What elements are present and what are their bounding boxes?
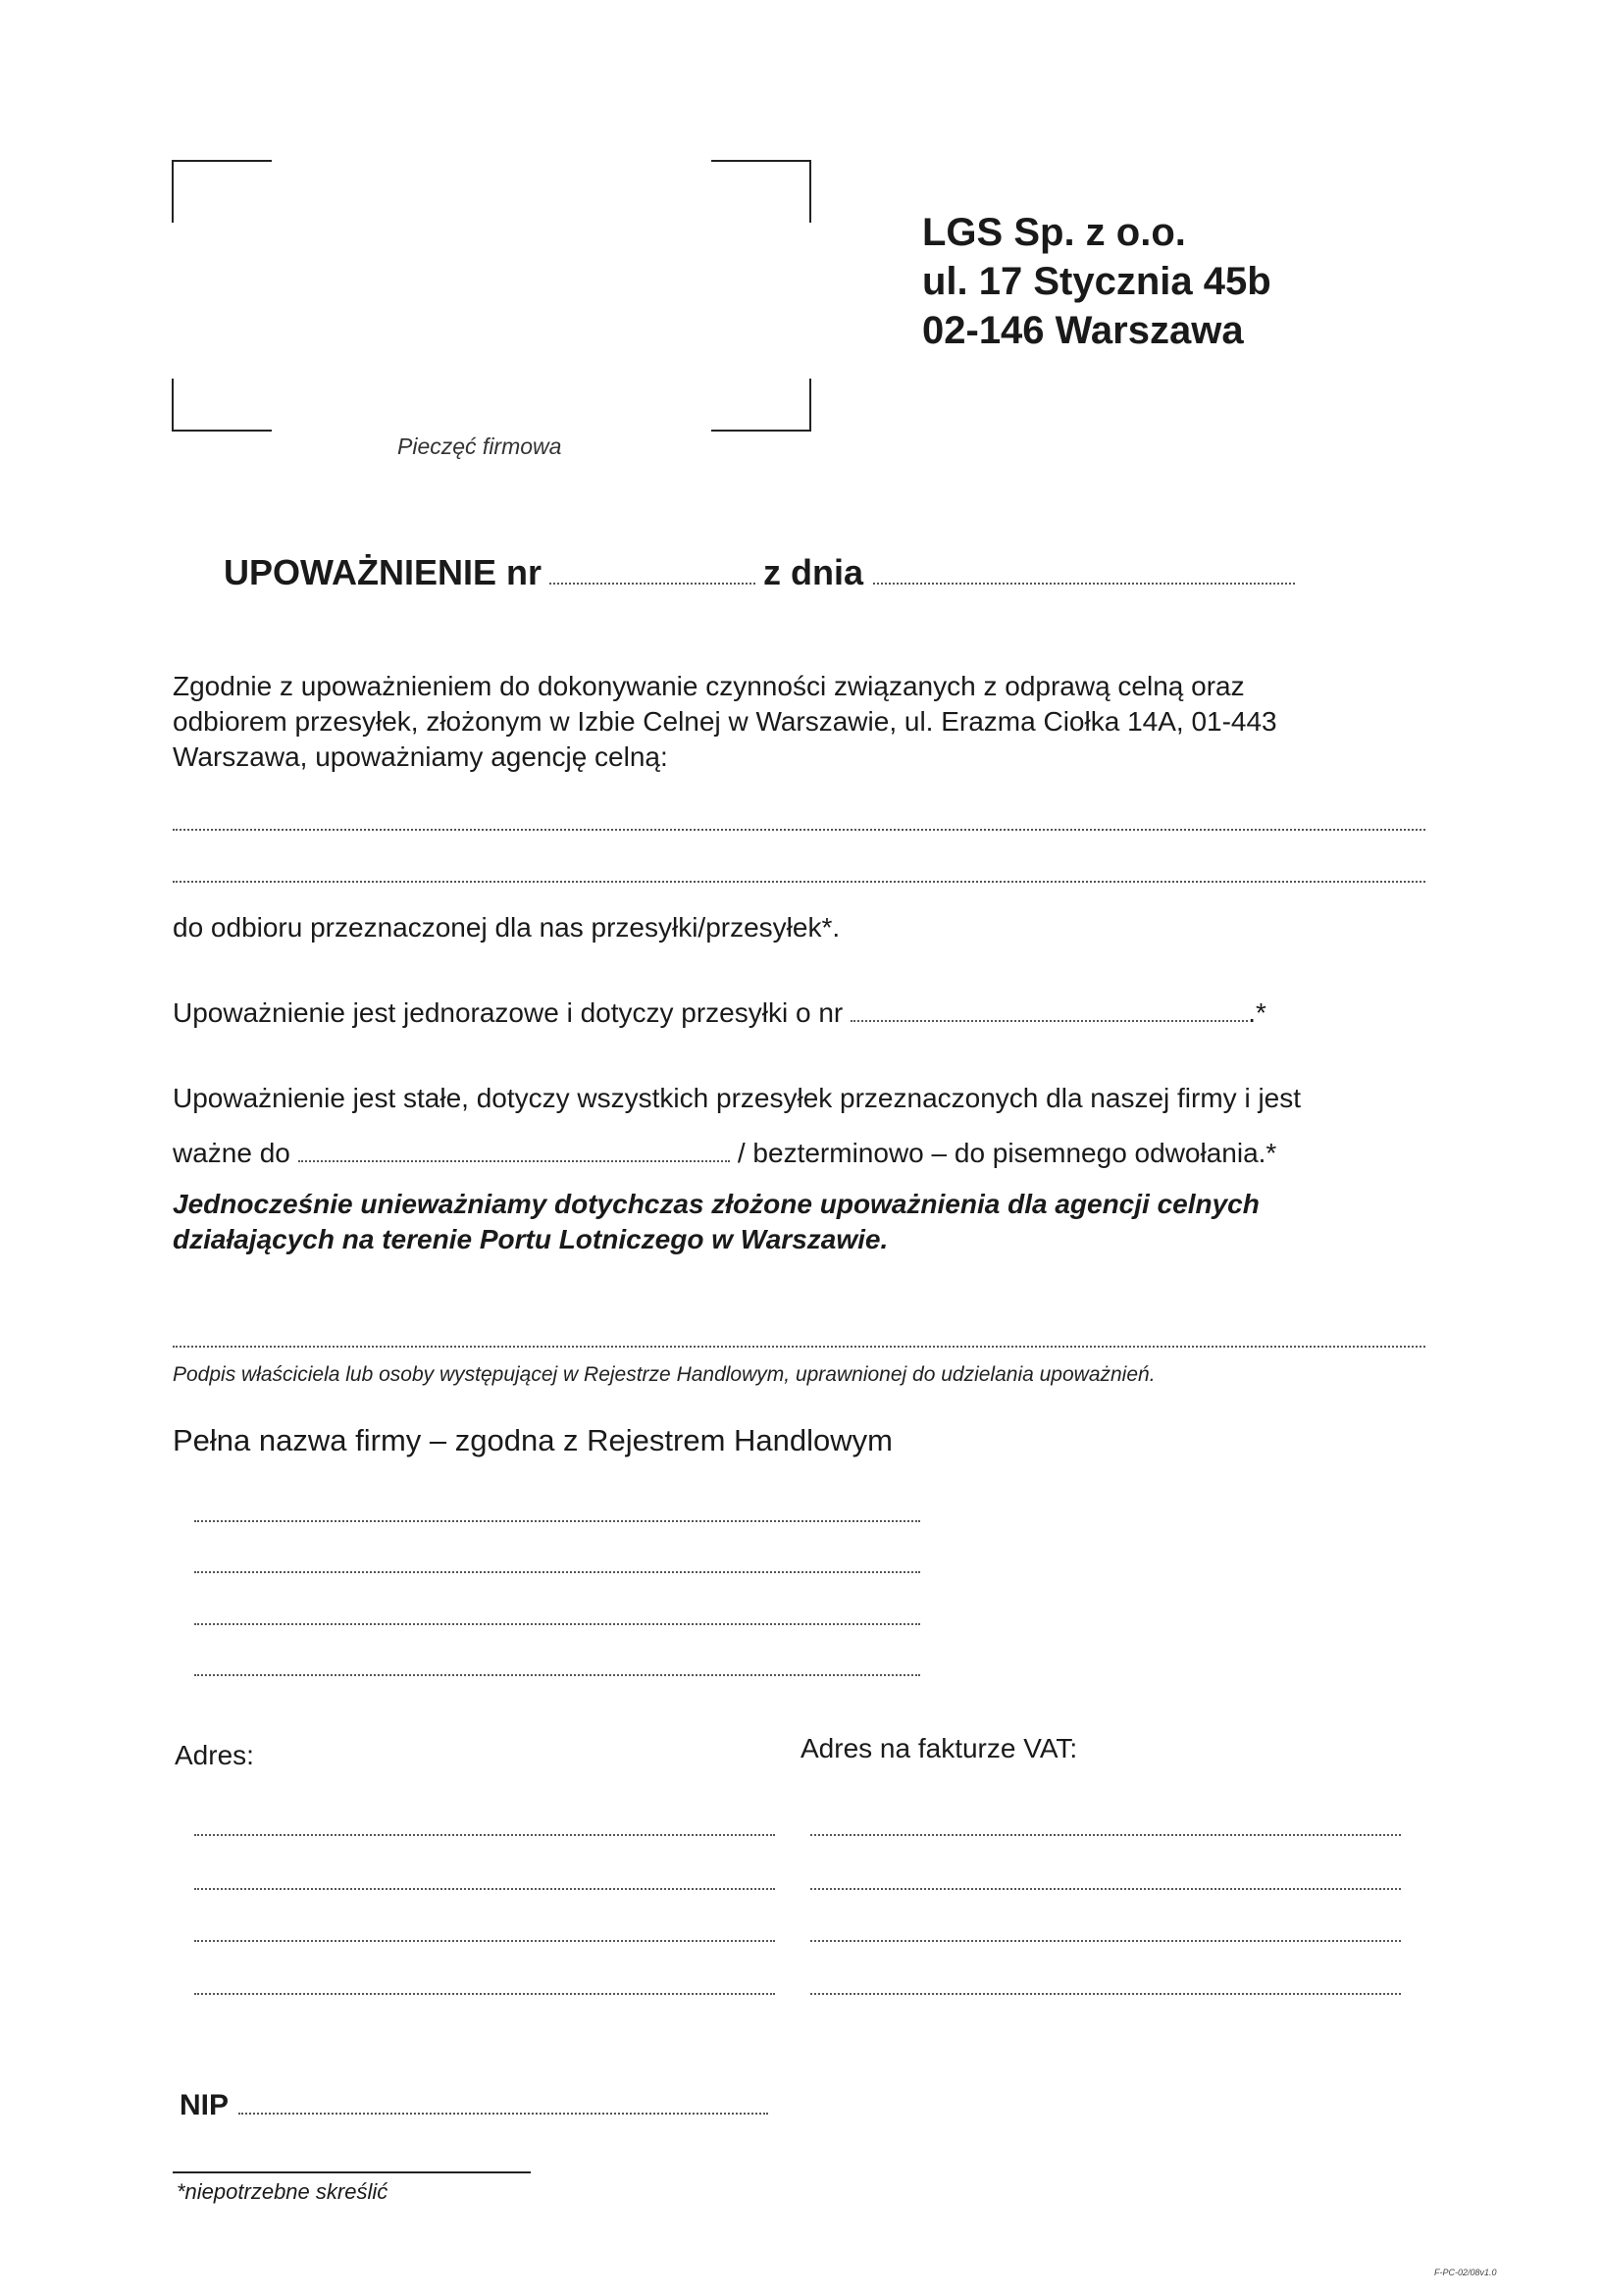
- stamp-corner-bottom-left: [172, 379, 272, 432]
- address-field-2[interactable]: [194, 1888, 775, 1890]
- company-name-field-4[interactable]: [194, 1674, 920, 1676]
- permanent-authorization-line-2: [173, 1136, 1276, 1171]
- footnote-separator: [173, 2171, 531, 2173]
- one-time-text: Upoważnienie jest jednorazowe i dotyczy przesyłki o nr: [173, 997, 844, 1028]
- footnote: *niepotrzebne skreślić: [177, 2179, 388, 2204]
- intro-line-1: Zgodnie z upoważnieniem do dokonywanie czynności związanych z odprawą celną oraz: [173, 671, 1245, 701]
- stamp-label: Pieczęć firmowa: [397, 434, 562, 459]
- invoice-address-field-1[interactable]: [810, 1834, 1401, 1836]
- recipient-address: [922, 208, 1271, 355]
- intro-paragraph: [173, 669, 1277, 775]
- intro-line-2: odbiorem przesyłek, złożonym w Izbie Celnej w Warszawie, ul. Erazma Ciołka 14A, 01-443: [173, 706, 1277, 737]
- signature-field[interactable]: [173, 1346, 1425, 1348]
- address-label: Adres:: [175, 1740, 254, 1770]
- agency-name-field-1[interactable]: [173, 829, 1425, 831]
- form-code: F-PC-02/08v1.0: [1434, 2268, 1497, 2277]
- recipient-street: ul. 17 Stycznia 45b: [922, 260, 1271, 303]
- one-time-authorization: [173, 995, 1266, 1031]
- title-text: UPOWAŻNIENIE nr: [224, 552, 542, 592]
- authorization-date-field[interactable]: [873, 583, 1295, 585]
- intro-line-3: Warszawa, upoważniamy agencję celną:: [173, 741, 668, 772]
- agency-name-field-2[interactable]: [173, 881, 1425, 883]
- nip-field[interactable]: [238, 2113, 768, 2115]
- address-field-1[interactable]: [194, 1834, 775, 1836]
- address-field-3[interactable]: [194, 1940, 775, 1942]
- invoice-address-field-4[interactable]: [810, 1993, 1401, 1995]
- stamp-corner-bottom-right: [711, 379, 811, 432]
- address-field-4[interactable]: [194, 1993, 775, 1995]
- authorization-number-field[interactable]: [549, 583, 755, 585]
- revocation-line-1: Jednocześnie unieważniamy dotychczas złożone upoważnienia dla agencji celnych: [173, 1189, 1260, 1219]
- invoice-address-field-2[interactable]: [810, 1888, 1401, 1890]
- signature-caption: Podpis właściciela lub osoby występującej w Rejestrze Handlowym, uprawnionej do udzielania upoważnień.: [173, 1363, 1156, 1386]
- stamp-corner-top-left: [172, 160, 272, 223]
- shipment-number-field[interactable]: [851, 1020, 1248, 1022]
- revocation-statement: [173, 1187, 1260, 1257]
- company-name-label: Pełna nazwa firmy – zgodna z Rejestrem Handlowym: [173, 1423, 893, 1457]
- permanent-authorization-line-1: Upoważnienie jest stałe, dotyczy wszystkich przesyłek przeznaczonych dla naszej firmy i jest: [173, 1083, 1302, 1113]
- document-title: [224, 552, 1295, 593]
- one-time-suffix: .*: [1248, 997, 1266, 1028]
- revocation-line-2: działających na terenie Portu Lotniczego w Warszawie.: [173, 1224, 889, 1254]
- permanent-suffix: / bezterminowo – do pisemnego odwołania.*: [737, 1138, 1277, 1168]
- title-date-label: z dnia: [763, 552, 864, 592]
- company-name-field-3[interactable]: [194, 1623, 920, 1625]
- company-name-field-1[interactable]: [194, 1520, 920, 1522]
- recipient-name: LGS Sp. z o.o.: [922, 211, 1186, 254]
- pickup-text: do odbioru przeznaczonej dla nas przesyłki/przesyłek*.: [173, 912, 841, 943]
- invoice-address-field-3[interactable]: [810, 1940, 1401, 1942]
- recipient-city: 02-146 Warszawa: [922, 309, 1244, 352]
- stamp-corner-top-right: [711, 160, 811, 223]
- nip-label: NIP: [180, 2089, 230, 2121]
- company-name-field-2[interactable]: [194, 1571, 920, 1573]
- nip-row: [180, 2089, 768, 2122]
- invoice-address-label: Adres na fakturze VAT:: [800, 1733, 1078, 1763]
- valid-until-field[interactable]: [298, 1160, 730, 1162]
- valid-until-label: ważne do: [173, 1138, 290, 1168]
